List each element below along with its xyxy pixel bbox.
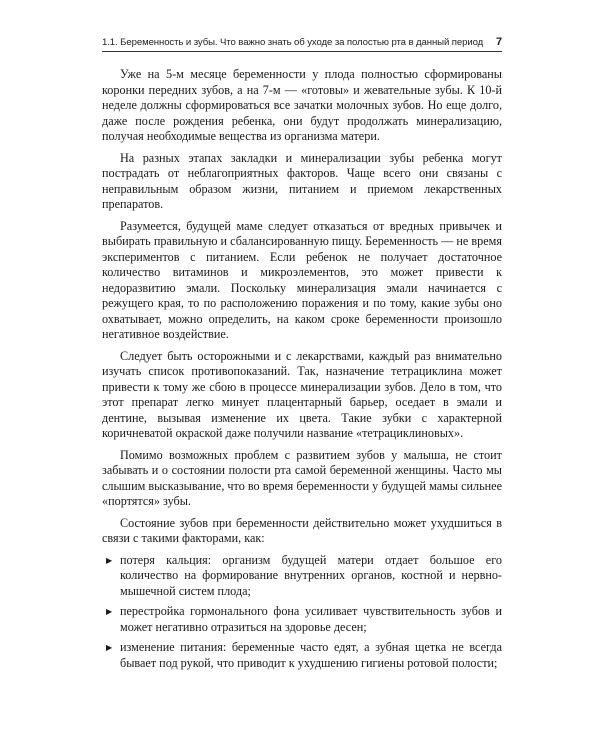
paragraph: Разумеется, будущей маме следует отказаться от вредных привычек и выбирать правильную и сбалансированную пищу. Беременность — не время экспериментов с питанием. Если ребенок не получает достаточное количество витаминов и микроэлементов, это может привести к недоразвитию эмали. Поскольку минерализация эмали начинается с режущего края, то по расположению поражения и по тому, какие зубы оно охватывает, можно определить, на каком сроке беременности произошло негативное воздействие. [102,218,502,341]
paragraph: Помимо возможных проблем с развитием зубов у малыша, не стоит забывать и о состоянии полости рта самой беременной женщины. Часто мы слышим высказывание, что во время беременности у будущей мамы сильнее «портятся» зубы. [102,447,502,508]
list-item [102,640,502,671]
list-item-text: перестройка гормонального фона усиливает чувствительность зубов и может негативно отразиться на здоровье десен; [120,604,502,634]
paragraph: На разных этапах закладки и минерализации зубы ребенка могут пострадать от неблагоприятных факторов. Чаще всего они связаны с неправильным образом жизни, питанием и приемом лекарственных препаратов. [102,150,502,211]
list-item [102,604,502,635]
list-item [102,553,502,600]
paragraph: Следует быть осторожными и с лекарствами, каждый раз внимательно изучать список противопоказаний. Так, назначение тетрациклина может привести к тому же сбою в процессе минерализации зубов. Дело в том, что этот препарат легко минует плацентарный барьер, оседает в эмали и дентине, вызывая изменение их цвета. Такие зубки с характерной коричневатой окраской даже получили название «тетрациклиновых». [102,348,502,440]
running-title: 1.1. Беременность и зубы. Что важно знать об уходе за полостью рта в данный период [102,37,484,48]
page-number: 7 [495,36,502,48]
list-item-text: потеря кальция: организм будущей матери отдает большое его количество на формирование внутренних органов, костной и нервно-мышечной систем плода; [120,552,502,598]
running-header [102,36,502,52]
bullet-arrow-icon: ▶ [106,643,113,652]
body-text [102,67,502,671]
list-item-text: изменение питания: беременные часто едят, а зубная щетка не всегда бывает под рукой, что приводит к ухудшению гигиены ротовой полости; [120,640,502,670]
paragraph: Состояние зубов при беременности действительно может ухудшиться в связи с такими факторами, как: [102,515,502,545]
paragraph: Уже на 5-м месяце беременности у плода полностью сформированы коронки передних зубов, а на 7-м — «готовы» и жевательные зубы. К 10-й неделе должны сформироваться все зачатки молочных зубов. Но еще долго, даже после рождения ребенка, они будут продолжать минерализацию, получая необходимые вещества из организма матери. [102,67,502,143]
book-page [102,36,502,676]
bullet-arrow-icon: ▶ [106,555,113,565]
bullet-list [102,553,502,672]
bullet-arrow-icon: ▶ [106,607,113,616]
